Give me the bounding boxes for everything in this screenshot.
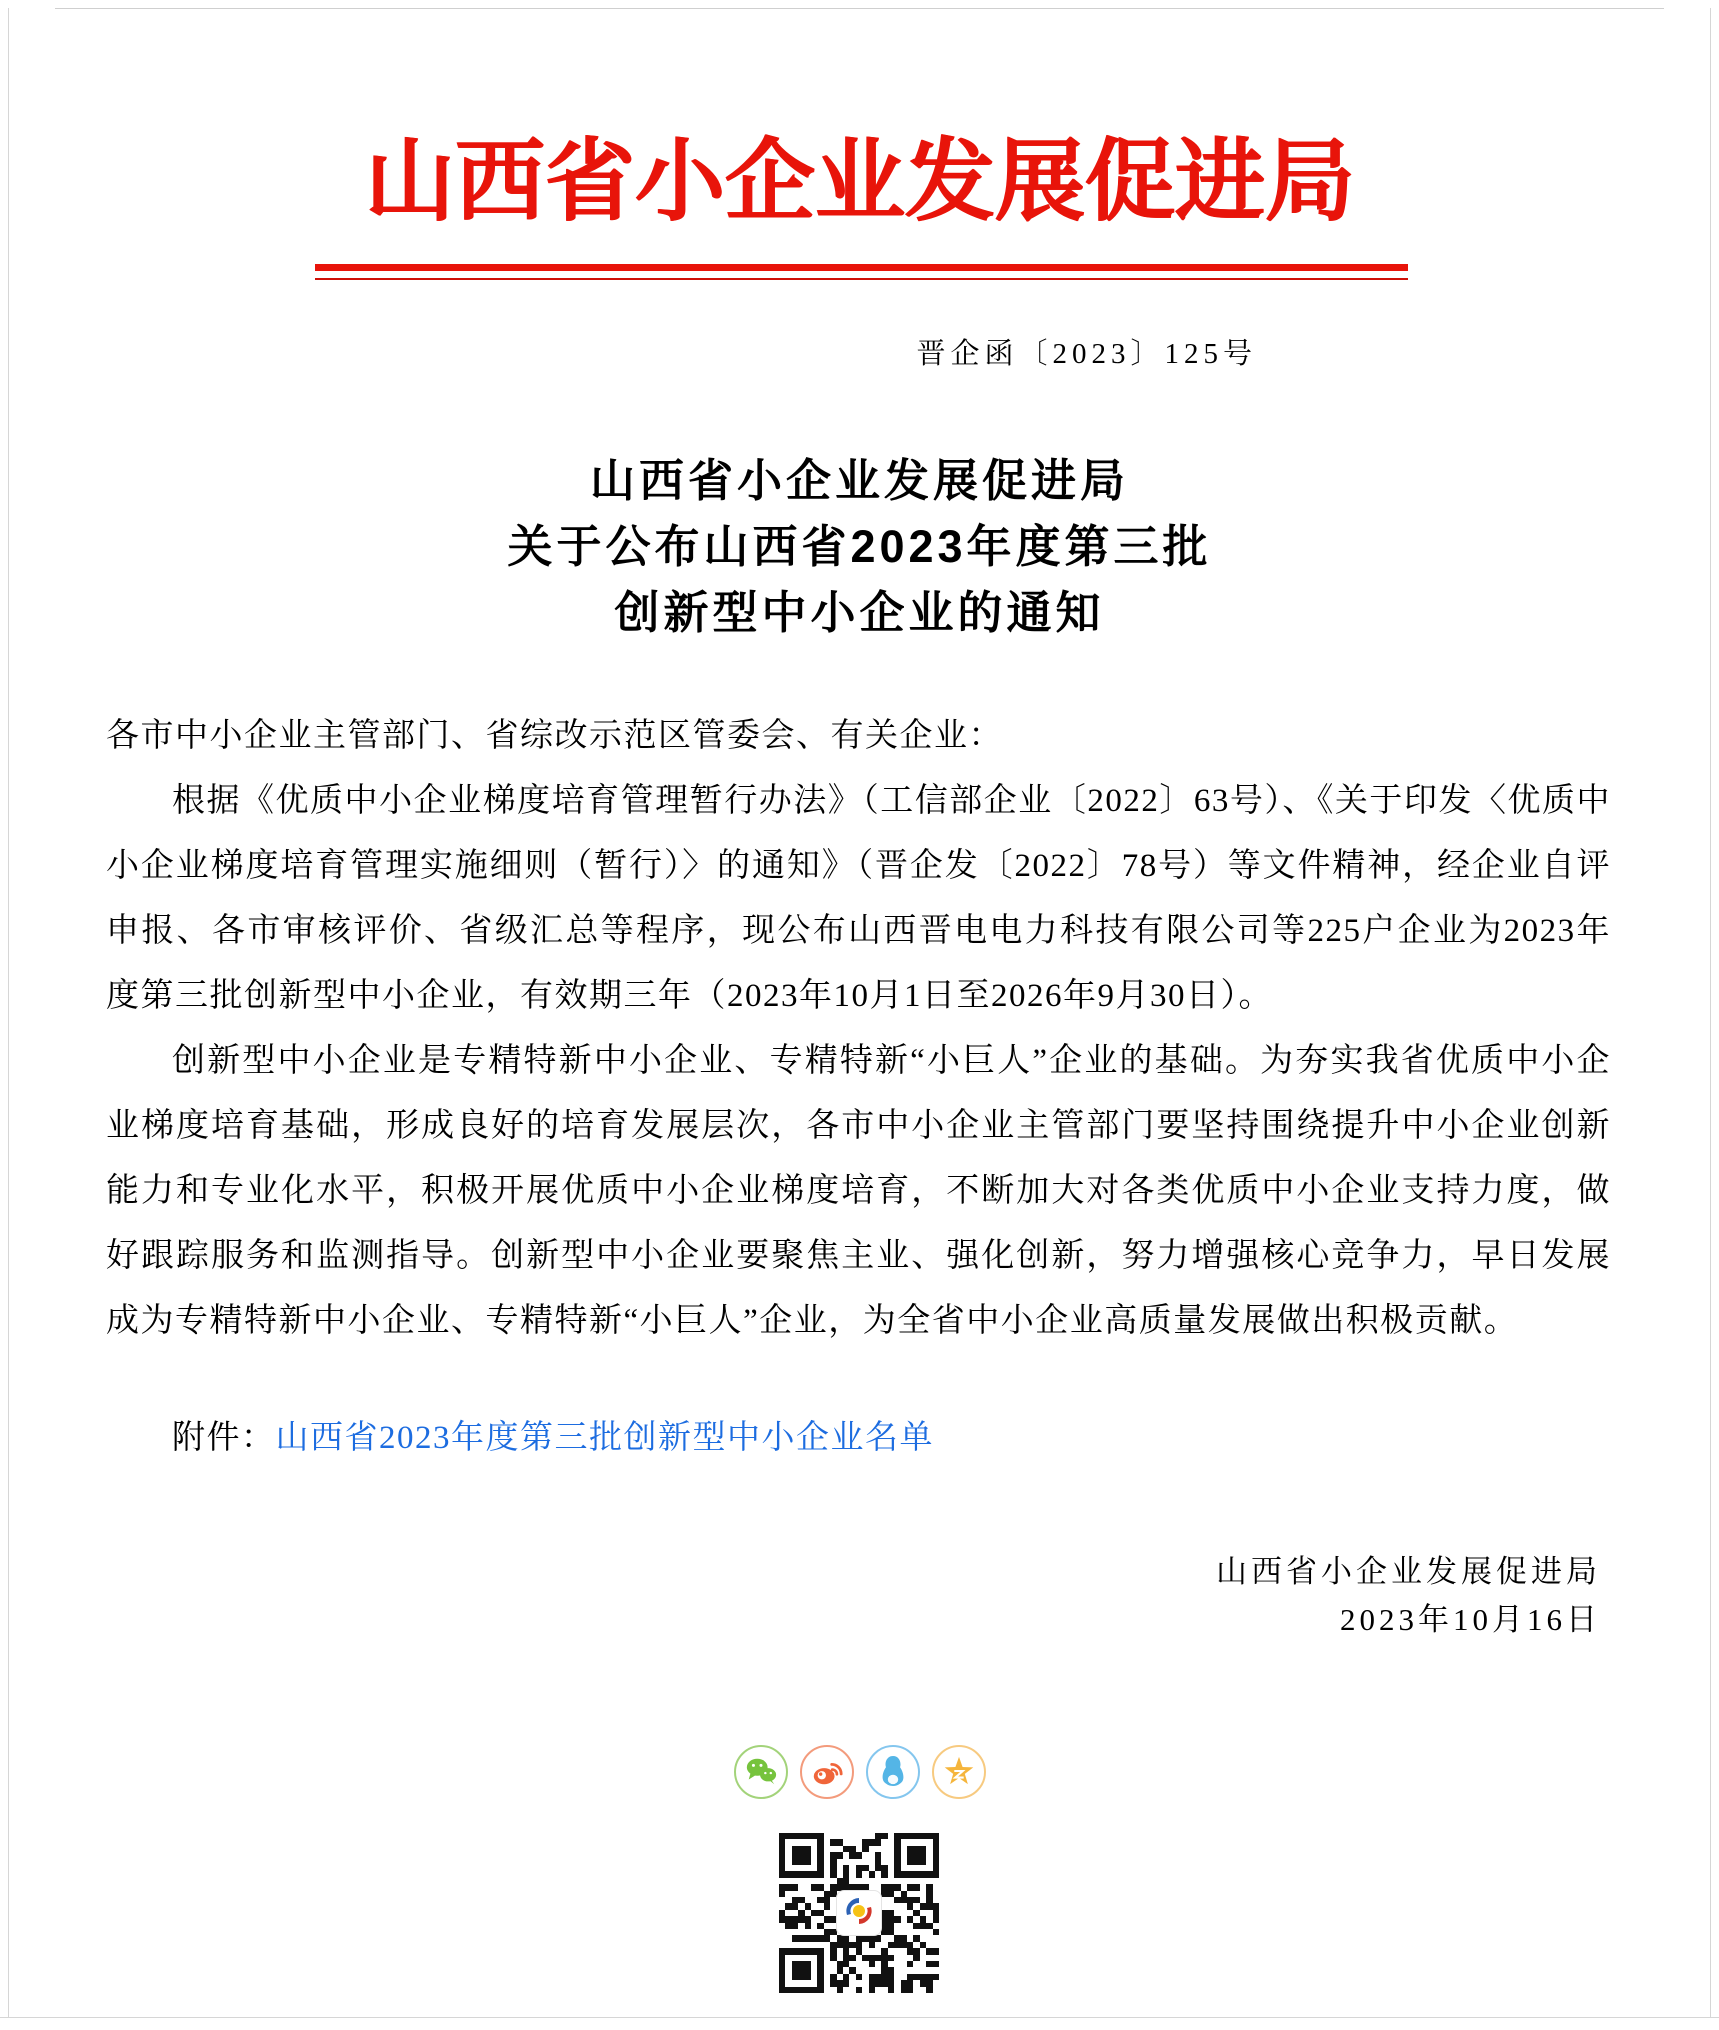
salutation-line: 各市中小企业主管部门、省综改示范区管委会、有关企业： <box>106 718 1003 754</box>
share-qzone-button[interactable] <box>932 1745 986 1799</box>
document-title-line-1: 山西省小企业发展促进局 <box>589 455 1129 506</box>
document-number: 晋企函〔2023〕125号 <box>916 338 1257 370</box>
body-paragraph-2: 创新型中小企业是专精特新中小企业、专精特新“小巨人”企业的基础。为夯实我省优质中小企业梯度培育基础，形成良好的培育发展层次，各市中小企业主管部门要坚持围绕提升中小企业创新能力和专业化水平，积极开展优质中小企业梯度培育，不断加大对各类优质中小企业支持力度，做好跟踪服务和监测指导。创新型中小企业要聚焦主业、强化创新，努力增强核心竞争力，早日发展成为专精特新中小企业、专精特新“小巨人”企业，为全省中小企业高质量发展做出积极贡献。 <box>106 1043 1611 1339</box>
letterhead-red-divider <box>315 264 1408 280</box>
share-qq-button[interactable] <box>866 1745 920 1799</box>
red-divider-thick-line <box>315 264 1408 271</box>
attachment-link[interactable]: 山西省2023年度第三批创新型中小企业名单 <box>275 1420 934 1456</box>
share-bar <box>0 1745 1719 1799</box>
share-weibo-button[interactable] <box>800 1745 854 1799</box>
body-paragraph-1: 根据《优质中小企业梯度培育管理暂行办法》（工信部企业〔2022〕63号）、《关于印发〈优质中小企业梯度培育管理实施细则（暂行）〉的通知》（晋企发〔2022〕78号）等文件精神，经企业自评申报、各市审核评价、省级汇总等程序，现公布山西晋电电力科技有限公司等225户企业为2023年度第三批创新型中小企业，有效期三年（2023年10月1日至2026年9月30日）。 <box>106 783 1612 1014</box>
letterhead-agency-title: 山西省小企业发展促进局 <box>364 133 1355 232</box>
document-title <box>0 448 1719 646</box>
page-left-border <box>8 8 9 2017</box>
attachment-line <box>106 1406 1611 1471</box>
qq-icon <box>878 1754 908 1791</box>
qr-center-logo <box>836 1890 882 1936</box>
signature-agency: 山西省小企业发展促进局 <box>1216 1554 1601 1589</box>
share-wechat-button[interactable] <box>734 1745 788 1799</box>
qr-code <box>779 1833 939 1993</box>
attachment-label: 附件： <box>172 1420 276 1456</box>
signature-date: 2023年10月16日 <box>1340 1602 1601 1637</box>
signature-block <box>1216 1548 1601 1644</box>
document-title-line-3: 创新型中小企业的通知 <box>614 587 1105 638</box>
weibo-icon <box>810 1755 844 1790</box>
bottom-divider <box>0 2017 1719 2018</box>
top-divider <box>55 8 1664 9</box>
qzone-icon <box>942 1755 976 1790</box>
document-body <box>106 704 1611 1354</box>
agency-logo-icon <box>842 1894 876 1933</box>
red-divider-thin-line <box>315 278 1408 280</box>
wechat-icon <box>744 1756 778 1789</box>
document-title-line-2: 关于公布山西省2023年度第三批 <box>507 521 1212 572</box>
page-right-border <box>1710 8 1711 2017</box>
